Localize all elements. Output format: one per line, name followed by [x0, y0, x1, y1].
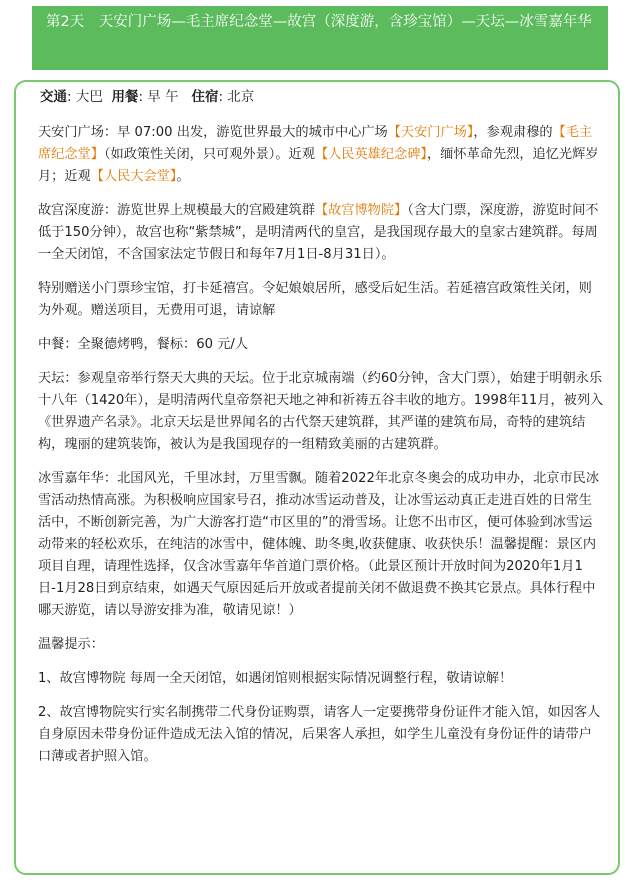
text-segment: ，缅怀革命先烈，追忆光辉岁月；近观: [38, 147, 599, 184]
highlight-palace-museum: 【故宫博物院】: [314, 203, 408, 218]
paragraph-tips-title: 温馨提示：: [38, 637, 104, 652]
paragraph-forbidden-city: [38, 200, 604, 266]
text-segment: 。: [176, 169, 190, 184]
trip-meta: 交通: 大巴 用餐: 早 午 住宿: 北京: [40, 89, 255, 105]
paragraph-tip-1: 1、故宫博物院 每周一全天闭馆，如遇闭馆则根据实际情况调整行程，敬请谅解！: [38, 671, 513, 686]
paragraph-tiananmen: [38, 122, 604, 188]
meal-label: 用餐: [111, 89, 139, 105]
text-segment: （如政策性关闭，只可观外景）。近观: [103, 147, 315, 162]
itinerary-content: [38, 122, 604, 780]
transport-value: 大巴: [75, 89, 103, 105]
text-segment: ，参观肃穆的: [473, 125, 553, 140]
day-header: [32, 6, 608, 70]
paragraph-treasure-hall: 特别赠送小门票珍宝馆，打卡延禧宫。令妃娘娘居所，感受后妃生活。若延禧宫政策性关闭，则为外观。赠送项目，无费用可退，请谅解: [38, 281, 592, 318]
paragraph-temple-of-heaven: 天坛：参观皇帝举行祭天大典的天坛。位于北京城南端（约60分钟，含大门票），始建于明朝永乐十八年（1420年），是明清两代皇帝祭祀天地之神和祈祷五谷丰收的地方。1998年11月，被列入《世界遗产名录》。北京天坛是世界闻名的古代祭天建筑群，其严谨的建筑布局，奇特的建筑结构，瑰丽的建筑装饰，被认为是我国现存的一组精致美丽的古建筑群。: [38, 371, 604, 452]
stay-label: 住宿: [191, 89, 219, 105]
meal-value: 早 午: [147, 89, 179, 105]
itinerary-card: [14, 80, 620, 875]
paragraph-lunch: 中餐：全聚德烤鸭，餐标：60 元/人: [38, 337, 249, 352]
transport-label: 交通: [40, 89, 67, 105]
day-title: 第2天 天安门广场—毛主席纪念堂—故宫（深度游，含珍宝馆）—天坛—冰雪嘉年华: [46, 14, 592, 30]
paragraph-tip-2: 2、故宫博物院实行实名制携带二代身份证购票，请客人一定要携带身份证件才能入馆，如因客人自身原因未带身份证件造成无法入馆的情况，后果客人承担，如学生儿童没有身份证件的请带户口薄或者护照入馆。: [38, 705, 601, 764]
text-segment: （含大门票，深度游，游览时间不低于150分钟），故宫也称“紫禁城”，是明清两代的皇宫，是我国现存最大的皇家古建筑群。每周一全天闭馆，不含国家法定节假日和每年7月1日-8月31日）。: [38, 203, 599, 262]
highlight-monument: 【人民英雄纪念碑】: [314, 147, 428, 162]
stay-value: 北京: [227, 89, 255, 105]
highlight-tiananmen-square: 【天安门广场】: [387, 125, 474, 140]
text-segment: 故宫深度游：游览世界上规模最大的宫殿建筑群: [38, 203, 315, 218]
highlight-great-hall: 【人民大会堂】: [90, 169, 177, 184]
paragraph-ice-carnival: 冰雪嘉年华：北国风光，千里冰封，万里雪飘。随着2022年北京冬奥会的成功申办，北京市民冰雪活动热情高涨。为积极响应国家号召，推动冰雪运动普及，让冰雪运动真正走进百姓的日常生活中，不断创新完善，为广大游客打造“市区里的”的滑雪场。让您不出市区，便可体验到冰雪运动带来的轻松欢乐，在纯洁的冰雪中，健体魄、助冬奥,收获健康、收获快乐！温馨提醒：景区内项目自理，请理性选择，仅含冰雪嘉年华首道门票价格。（此景区预计开放时间为2020年1月1日-1月28日到京结束，如遇天气原因延后开放或者提前关闭不做退费不换其它景点。具体行程中哪天游览，请以导游安排为准，敬请见谅！）: [38, 471, 600, 618]
text-segment: 天安门广场：早 07:00 出发，游览世界最大的城市中心广场: [38, 125, 388, 140]
highlight-mausoleum: 【毛主席纪念堂】: [38, 125, 593, 162]
